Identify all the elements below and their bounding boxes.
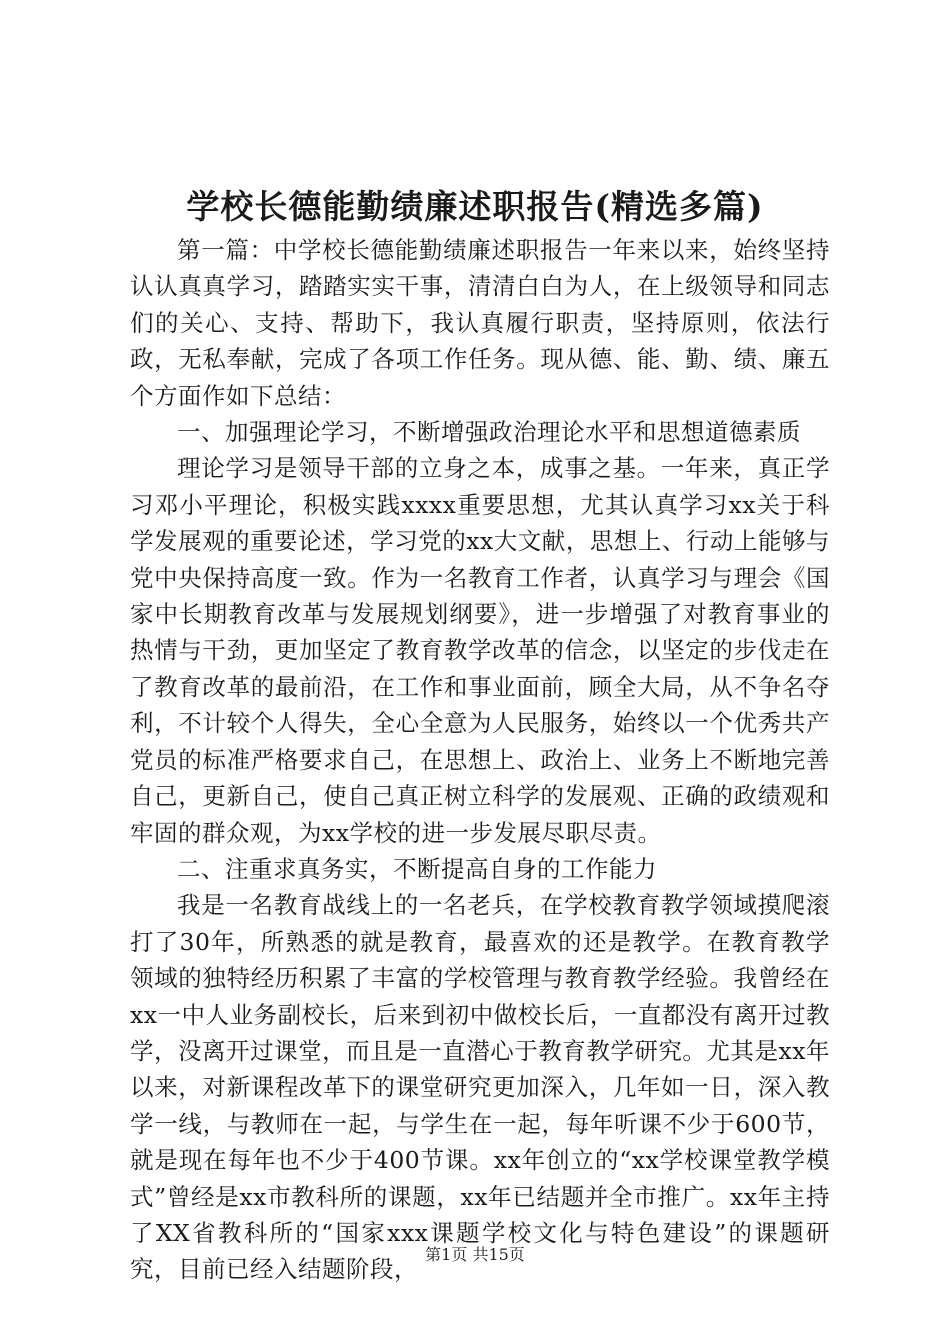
paragraph-theory-study: 理论学习是领导干部的立身之本，成事之基。一年来，真正学习邓小平理论，积极实践xxxx重要思想，尤其认真学习xx关于科学发展观的重要论述，学习党的xx大文献，思想上、行动上能够与党中央保持高度一致。作为一名教育工作者，认真学习与理会《国家中长期教育改革与发展规划纲要》，进一步增强了对教育事业的热情与干劲，更加坚定了教育教学改革的信念，以坚定的步伐走在了教育改革的最前沿，在工作和事业面前，顾全大局，从不争名夺利，不计较个人得失，全心全意为人民服务，始终以一个优秀共产党员的标准严格要求自己，在思想上、政治上、业务上不断地完善自己，更新自己，使自己真正树立科学的发展观、正确的政绩观和牢固的群众观，为xx学校的进一步发展尽职尽责。	[130, 454, 830, 847]
page-footer: 第1页 共15页	[425, 1245, 525, 1264]
section-heading-1: 一、加强理论学习，不断增强政治理论水平和思想道德素质	[177, 418, 801, 447]
paragraph-intro: 第一篇：中学校长德能勤绩廉述职报告一年来以来，始终坚持认认真真学习，踏踏实实干事，清清白白为人，在上级领导和同志们的关心、支持、帮助下，我认真履行职责，坚持原则，依法行政，无私奉献，完成了各项工作任务。现从德、能、勤、绩、廉五个方面作如下总结：	[130, 236, 830, 410]
document-body	[130, 232, 830, 1288]
section-heading-2: 二、注重求真务实，不断提高自身的工作能力	[177, 854, 657, 883]
document-title: 学校长德能勤绩廉述职报告(精选多篇)	[186, 187, 764, 226]
paragraph-work-ability: 我是一名教育战线上的一名老兵，在学校教育教学领域摸爬滚打了30年，所熟悉的就是教育，最喜欢的还是教学。在教育教学领域的独特经历积累了丰富的学校管理与教育教学经验。我曾经在xx一中人业务副校长，后来到初中做校长后，一直都没有离开过教学，没离开过课堂，而且是一直潜心于教育教学研究。尤其是xx年以来，对新课程改革下的课堂研究更加深入，几年如一日，深入教学一线，与教师在一起，与学生在一起，每年听课不少于600节，就是现在每年也不少于400节课。xx年创立的“xx学校课堂教学模式”曾经是xx市教科所的课题，xx年已结题并全市推广。xx年主持了XX省教科所的“国家xxx课题学校文化与特色建设”的课题研究，目前已经入结题阶段，	[130, 891, 830, 1284]
